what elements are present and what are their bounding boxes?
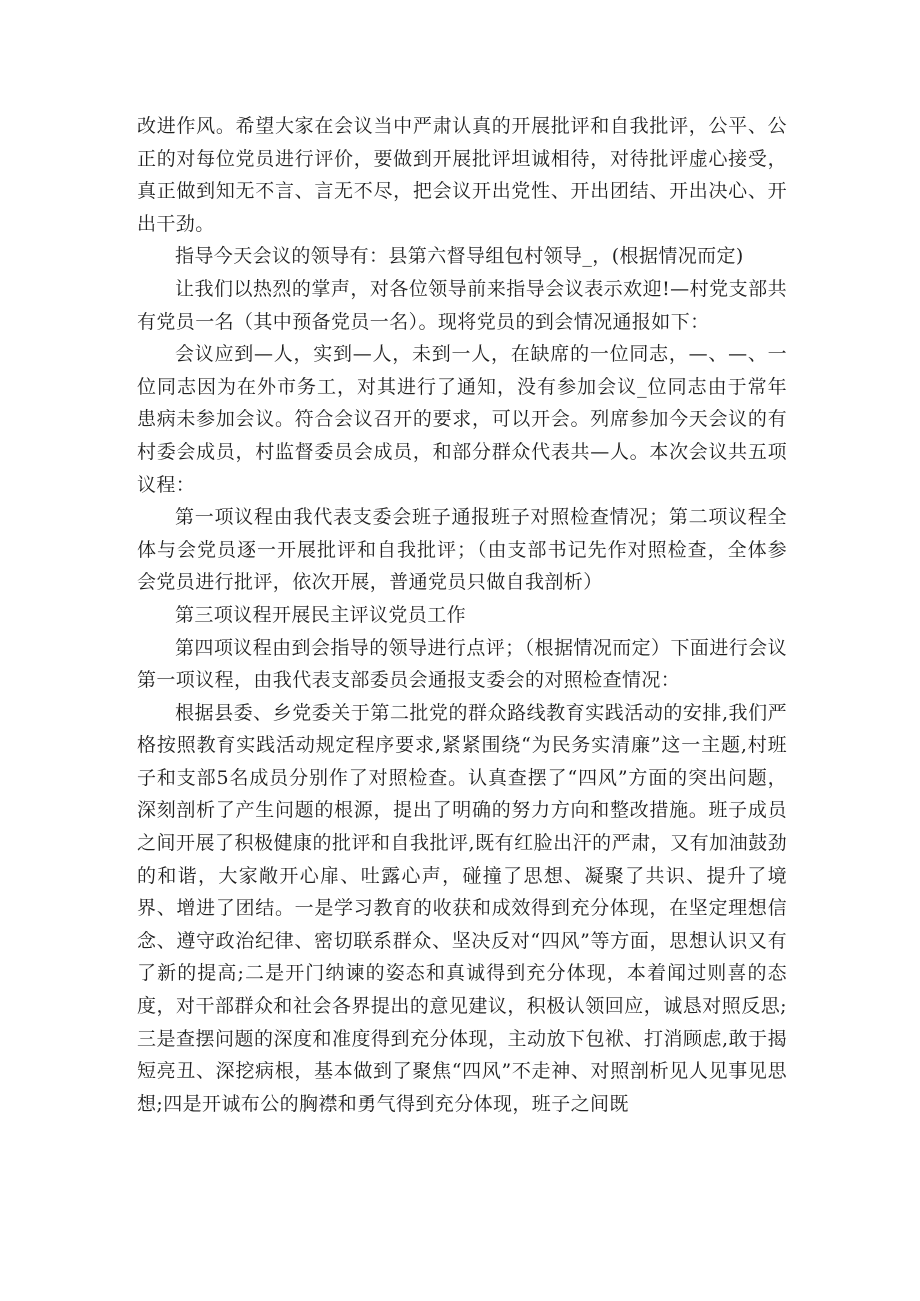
paragraph-7: 第四项议程由到会指导的领导进行点评；（根据情况而定）下面进行会议第一项议程，由我代表支部委员会通报支委会的对照检查情况： xyxy=(137,636,787,692)
paragraph-1: 改进作风。希望大家在会议当中严肃认真的开展批评和自我批评，公平、公正的对每位党员进行评价，要做到开展批评坦诚相待，对待批评虚心接受，真正做到知无不言、言无不尽，把会议开出党性、开出团结、开出决心、开出干劲。 xyxy=(137,115,787,235)
paragraph-8: 根据县委、乡党委关于第二批党的群众路线教育实践活动的安排,我们严格按照教育实践活动规定程序要求,紧紧围绕“为民务实清廉”这一主题,村班子和支部5名成员分别作了对照检查。认真查摆了“四风”方面的突出问题，深刻剖析了产生问题的根源，提出了明确的努力方向和整改措施。班子成员之间开展了积极健康的批评和自我批评,既有红脸出汗的严肃，又有加油鼓劲的和谐，大家敞开心扉、吐露心声，碰撞了思想、凝聚了共识、提升了境界、增进了团结。一是学习教育的收获和成效得到充分体现，在坚定理想信念、遵守政治纪律、密切联系群众、坚决反对“四风”等方面，思想认识又有了新的提高;二是开门纳谏的姿态和真诚得到充分体现，本着闻过则喜的态度，对干部群众和社会各界提出的意见建议，积极认领回应，诚恳对照反思;三是查摆问题的深度和准度得到充分体现，主动放下包袱、打消顾虑,敢于揭短亮丑、深挖病根，基本做到了聚焦“四风”不走神、对照剖析见人见事见思想;四是开诚布公的胸襟和勇气得到充分体现，班子之间既 xyxy=(137,701,787,1115)
document-body xyxy=(137,110,787,1120)
paragraph-2: 指导今天会议的领导有：县第六督导组包村领导_，(根据情况而定) xyxy=(175,245,744,268)
paragraph-5: 第一项议程由我代表支委会班子通报班子对照检查情况；第二项议程全体与会党员逐一开展批评和自我批评；（由支部书记先作对照检查，全体参会党员进行批评，依次开展，普通党员只做自我剖析） xyxy=(137,506,787,594)
paragraph-4: 会议应到—人，实到—人，未到一人，在缺席的一位同志，—、—、一位同志因为在外市务工，对其进行了通知，没有参加会议_位同志由于常年患病未参加会议。符合会议召开的要求，可以开会。列席参加今天会议的有村委会成员，村监督委员会成员，和部分群众代表共—人。本次会议共五项议程： xyxy=(137,343,787,496)
paragraph-3: 让我们以热烈的掌声，对各位领导前来指导会议表示欢迎!—村党支部共有党员一名（其中预备党员一名）。现将党员的到会情况通报如下： xyxy=(137,277,787,333)
paragraph-6: 第三项议程开展民主评议党员工作 xyxy=(175,603,467,626)
